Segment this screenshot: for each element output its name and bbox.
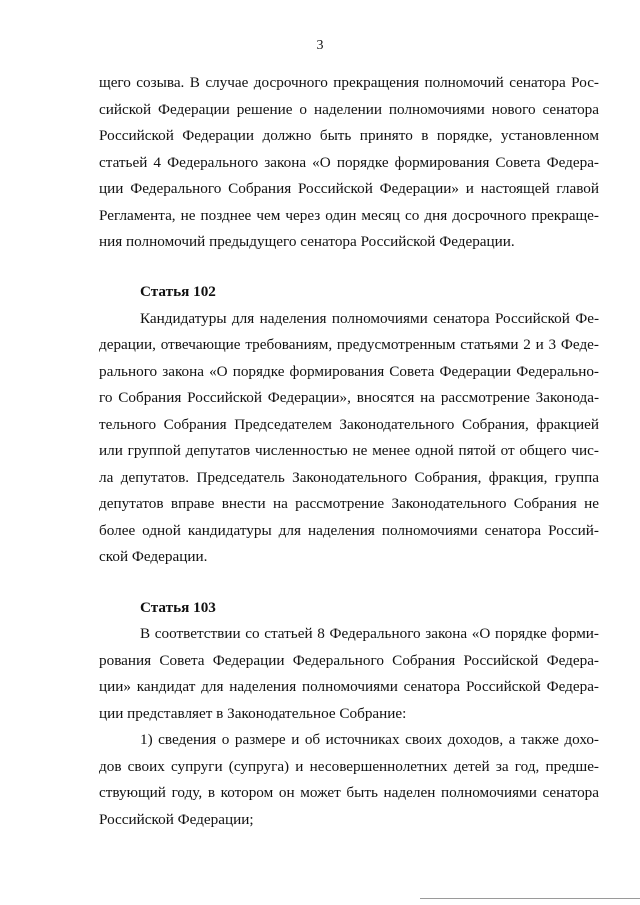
text-line: ствующий году, в котором он может быть наделен полномочиями сенатора: [99, 784, 599, 801]
text-line: рального закона «О порядке формирования Совета Федерации Федерально-: [99, 363, 599, 380]
text-line: Российской Федерации;: [99, 811, 254, 828]
text-line: ции» кандидат для наделения полномочиями сенатора Российской Федера-: [99, 678, 599, 695]
article-heading: Статья 102: [140, 283, 216, 300]
text-line: Регламента, не позднее чем через один месяц со дня досрочного прекраще-: [99, 207, 599, 224]
scan-edge-line: [420, 898, 640, 899]
text-line: дерации, отвечающие требованиям, предусмотренным статьями 2 и 3 Феде-: [99, 336, 599, 353]
text-line: ской Федерации.: [99, 548, 208, 565]
text-line: депутатов вправе внести на рассмотрение Законодательного Собрания не: [99, 495, 599, 512]
text-line: или группой депутатов численностью не менее одной пятой от общего чис-: [99, 442, 599, 459]
text-line: дов своих супруги (супруга) и несовершеннолетних детей за год, предше-: [99, 758, 599, 775]
text-line: Российской Федерации должно быть принято в порядке, установленном: [99, 127, 599, 144]
text-line: ла депутатов. Председатель Законодательного Собрания, фракция, группа: [99, 469, 599, 486]
text-line: Кандидатуры для наделения полномочиями сенатора Российской Фе-: [140, 310, 599, 327]
article-heading: Статья 103: [140, 599, 216, 616]
text-line: 1) сведения о размере и об источниках своих доходов, а также дохо-: [140, 731, 599, 748]
text-line: рования Совета Федерации Федерального Собрания Российской Федера-: [99, 652, 599, 669]
text-line: ции представляет в Законодательное Собрание:: [99, 705, 407, 722]
text-line: В соответствии со статьей 8 Федерального закона «О порядке форми-: [140, 625, 599, 642]
page-number: 3: [316, 38, 324, 53]
text-line: тельного Собрания Председателем Законодательного Собрания, фракцией: [99, 416, 599, 433]
text-line: го Собрания Российской Федерации», вносятся на рассмотрение Законода-: [99, 389, 599, 406]
text-line: ния полномочий предыдущего сенатора Российской Федерации.: [99, 233, 515, 250]
text-line: ции Федерального Собрания Российской Федерации» и настоящей главой: [99, 180, 599, 197]
text-line: статьей 4 Федерального закона «О порядке формирования Совета Федера-: [99, 154, 599, 171]
text-line: щего созыва. В случае досрочного прекращения полномочий сенатора Рос-: [99, 74, 599, 91]
text-line: сийской Федерации решение о наделении полномочиями нового сенатора: [99, 101, 599, 118]
text-line: более одной кандидатуры для наделения полномочиями сенатора Россий-: [99, 522, 599, 539]
